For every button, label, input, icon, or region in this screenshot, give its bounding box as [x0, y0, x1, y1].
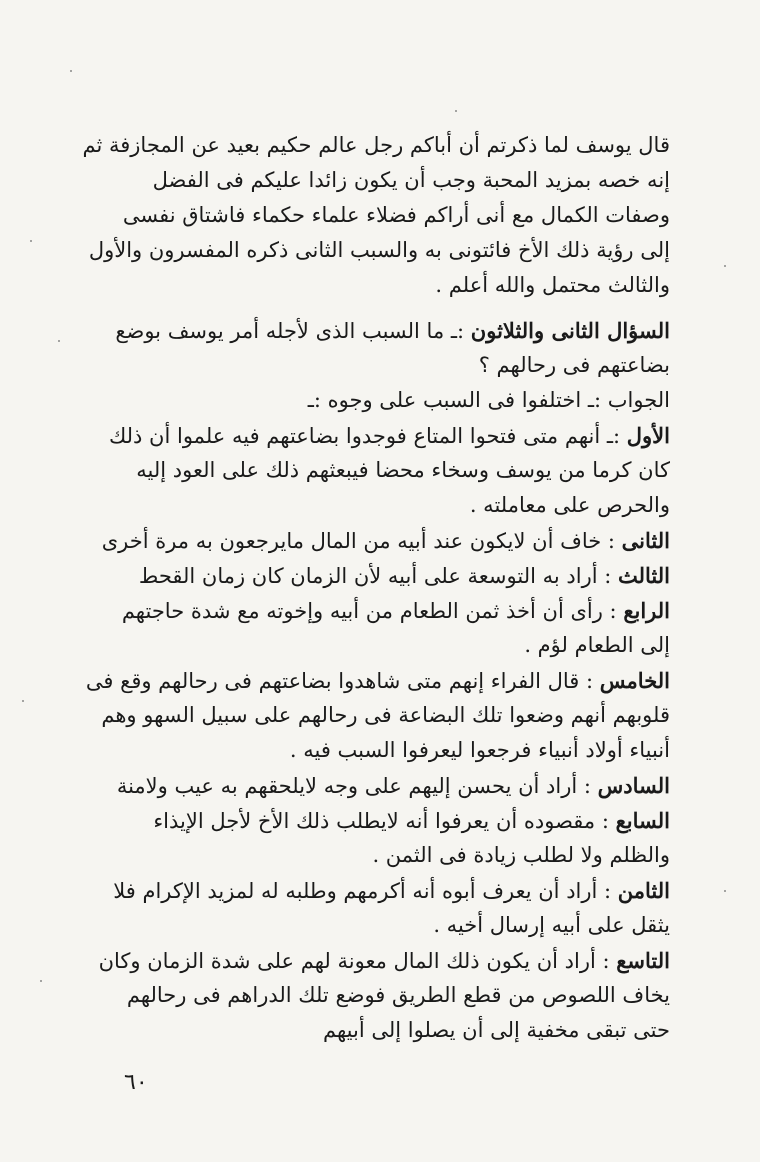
reason-text: :ـ أنهم متى فتحوا المتاع فوجدوا بضاعتهم فيه علموا أن ذلك — [108, 424, 621, 448]
reason-label: الثانى — [621, 528, 670, 553]
reason-line — [113, 873, 670, 908]
reason-line — [85, 663, 670, 698]
reason-label: الأول — [626, 423, 670, 448]
reason-text: : أراد أن يحسن إليهم على وجه لايلحقهم به عيب ولامنة — [116, 774, 591, 798]
reason-text: : قال الفراء إنهم متى شاهدوا بضاعتهم فى رحالهم وقع فى — [85, 669, 594, 693]
reason-line: كان كرما من يوسف وسخاء محضا فيبعثهم ذلك على العود إليه — [136, 458, 670, 482]
reason-line: أنبياء أولاد أنبياء فرجعوا ليعرفوا السبب فيه . — [289, 738, 670, 762]
reason-label: السادس — [597, 773, 670, 798]
reason-line — [121, 593, 670, 628]
intro-line: والثالث محتمل والله أعلم . — [435, 273, 670, 297]
reason-line — [108, 418, 670, 453]
scan-speck — [30, 240, 32, 242]
reason-text: : خاف أن لايكون عند أبيه من المال مايرجعون به مرة أخرى — [101, 529, 615, 553]
reason-label: الثالث — [618, 563, 670, 588]
scan-speck — [455, 110, 457, 112]
reason-line: قلوبهم أنهم وضعوا تلك البضاعة فى رحالهم على سبيل السهو وهم — [101, 703, 670, 727]
reason-line — [140, 558, 670, 593]
reason-label: الثامن — [617, 878, 670, 903]
scan-speck — [724, 265, 726, 267]
reason-line: والحرص على معاملته . — [469, 493, 670, 517]
reason-text: : أراد أن يكون ذلك المال معونة لهم على شدة الزمان وكان — [98, 949, 610, 973]
scan-speck — [70, 70, 72, 72]
reason-line — [98, 943, 670, 978]
reason-label: الخامس — [599, 668, 670, 693]
scan-speck — [22, 700, 24, 702]
question-text: :ـ ما السبب الذى لأجله أمر يوسف بوضع — [115, 319, 465, 343]
reason-label: السابع — [615, 808, 670, 833]
reason-line: يخاف اللصوص من قطع الطريق فوضع تلك الدراهم فى رحالهم — [126, 983, 670, 1007]
reason-line — [116, 768, 670, 803]
reason-line — [140, 803, 670, 838]
reason-text: : أراد أن يعرف أبوه أنه أكرمهم وطلبه له لمزيد الإكرام فلا — [113, 879, 612, 903]
reason-text: : مقصوده أن يعرفوا أنه لايطلب ذلك الأخ لأجل الإيذاء — [153, 809, 609, 833]
intro-line: قال يوسف لما ذكرتم أن أباكم رجل عالم حكيم بعيد عن المجازفة ثم — [82, 133, 670, 157]
reason-line — [101, 523, 670, 558]
answer-line: الجواب :ـ اختلفوا فى السبب على وجوه :ـ — [307, 388, 670, 412]
reason-line: حتى تبقى مخفية إلى أن يصلوا إلى أبيهم — [323, 1018, 670, 1042]
intro-line: إنه خصه بمزيد المحبة وجب أن يكون زائدا عليكم فى الفضل — [152, 168, 670, 192]
question-line — [115, 313, 670, 348]
scan-speck — [58, 340, 60, 342]
scan-speck — [724, 890, 726, 892]
question-label: السؤال الثانى والثلاثون — [470, 318, 670, 343]
reason-line: والظلم ولا لطلب زيادة فى الثمن . — [372, 843, 670, 867]
reason-label: التاسع — [616, 948, 670, 973]
page-number: ٦٠ — [124, 1070, 148, 1095]
scan-speck — [40, 980, 42, 982]
intro-line: وصفات الكمال مع أنى أراكم فضلاء علماء حكماء فاشتاق نفسى — [122, 203, 670, 227]
reason-line: يثقل على أبيه إرسال أخيه . — [433, 913, 670, 937]
question-line: بضاعتهم فى رحالهم ؟ — [478, 353, 670, 377]
reason-label: الرابع — [623, 598, 670, 623]
intro-line: إلى رؤية ذلك الأخ فائتونى به والسبب الثانى ذكره المفسرون والأول — [88, 238, 670, 262]
reason-line: إلى الطعام لؤم . — [524, 633, 670, 657]
reason-text: : أراد به التوسعة على أبيه لأن الزمان كان زمان القحط — [138, 564, 612, 588]
reason-text: : رأى أن أخذ ثمن الطعام من أبيه وإخوته مع شدة حاجتهم — [121, 599, 617, 623]
page-text — [82, 128, 670, 1048]
